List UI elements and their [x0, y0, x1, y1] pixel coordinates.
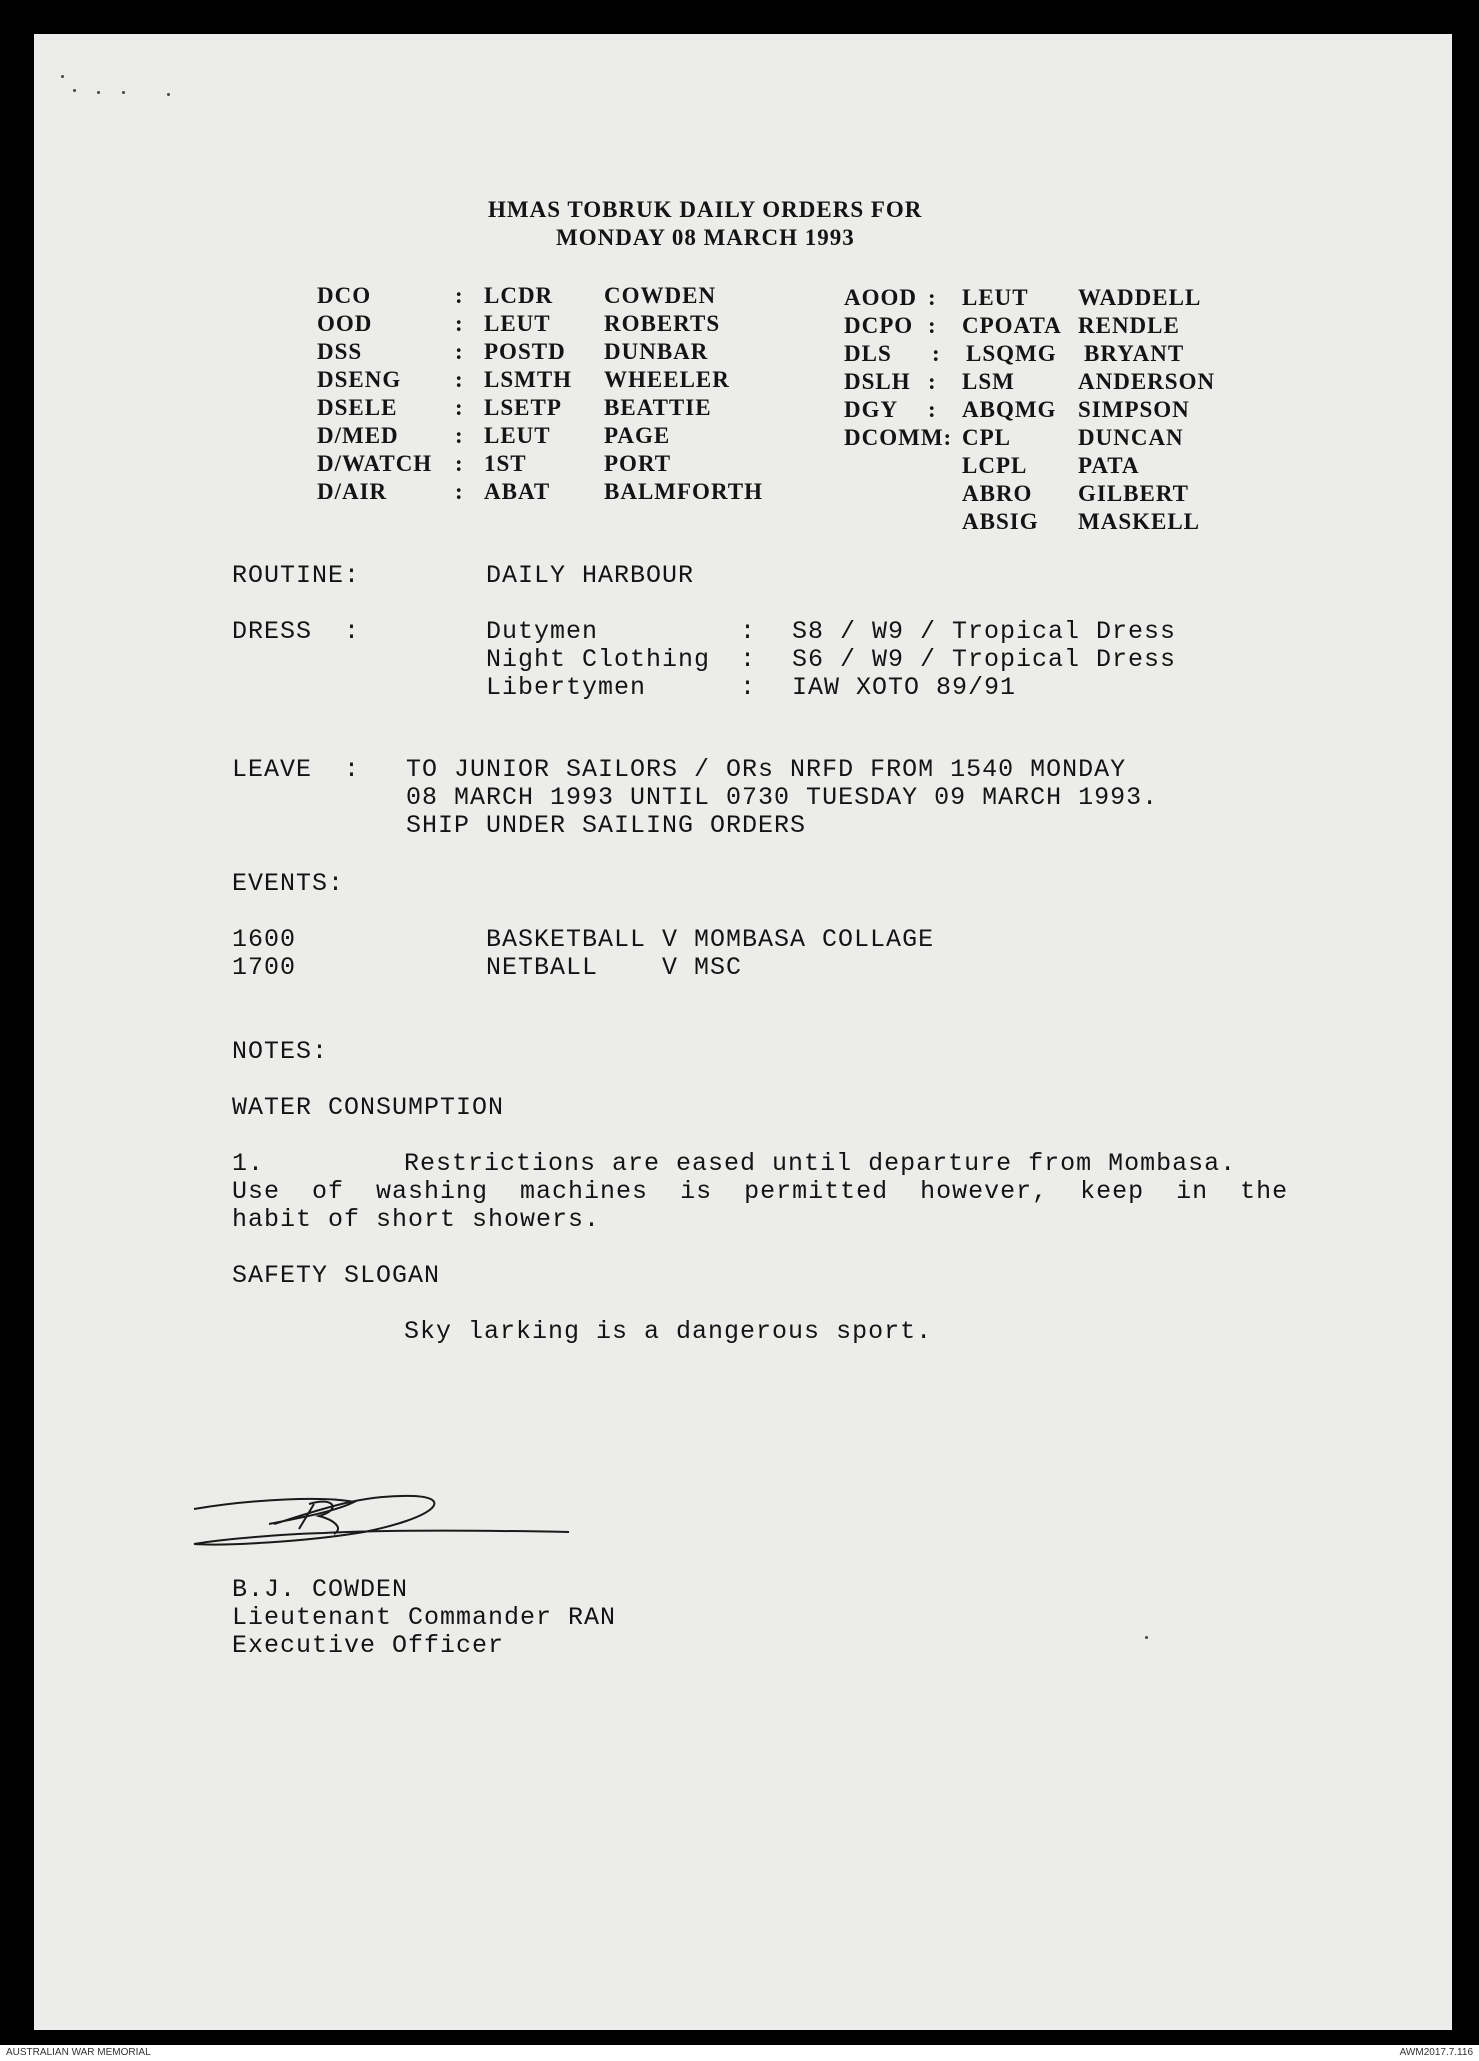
safety-heading: SAFETY SLOGAN [232, 1261, 441, 1290]
para-number: 1. [232, 1149, 265, 1178]
events-label: EVENTS: [232, 869, 345, 898]
dress-value: IAW XOTO 89/91 [792, 673, 1017, 702]
event-time: 1700 [232, 953, 297, 982]
duty-role: DSENG [317, 367, 402, 392]
colon: : [455, 311, 464, 336]
duty-rank: ABQMG [962, 397, 1057, 422]
leave-line: SHIP UNDER SAILING ORDERS [406, 811, 807, 840]
dress-label: DRESS : [232, 617, 361, 646]
colon: : [928, 313, 937, 338]
stray-mark [1145, 1636, 1148, 1639]
duty-rank: POSTD [484, 339, 566, 364]
duty-role: DSS [317, 339, 363, 364]
stray-mark [167, 93, 170, 96]
duty-role: D/WATCH [317, 451, 433, 476]
duty-rank: LSETP [484, 395, 562, 420]
colon: : [928, 285, 937, 310]
duty-name: WHEELER [604, 367, 730, 392]
document-page [34, 34, 1452, 2030]
event-time: 1600 [232, 925, 297, 954]
dress-who: Libertymen [486, 673, 647, 702]
duty-role: D/AIR [317, 479, 388, 504]
duty-rank: LCPL [962, 453, 1028, 478]
header-line-2: MONDAY 08 MARCH 1993 [556, 225, 855, 250]
duty-name: WADDELL [1078, 285, 1202, 310]
duty-role: DSELE [317, 395, 398, 420]
leave-label: LEAVE : [232, 755, 361, 784]
duty-name: RENDLE [1078, 313, 1180, 338]
colon: : [740, 645, 757, 674]
duty-role: AOOD [844, 285, 917, 310]
duty-name: ROBERTS [604, 311, 721, 336]
duty-name: COWDEN [604, 283, 717, 308]
stray-mark [61, 75, 64, 78]
dress-who: Dutymen [486, 617, 599, 646]
duty-role: DLS [844, 341, 892, 366]
duty-name: DUNCAN [1078, 425, 1184, 450]
duty-name: BALMFORTH [604, 479, 763, 504]
routine-label: ROUTINE: [232, 561, 361, 590]
notes-label: NOTES: [232, 1037, 329, 1066]
dress-who: Night Clothing [486, 645, 711, 674]
duty-name: PORT [604, 451, 672, 476]
header-line-1: HMAS TOBRUK DAILY ORDERS FOR [488, 197, 923, 222]
duty-rank: ABRO [962, 481, 1033, 506]
duty-rank: 1ST [484, 451, 527, 476]
signatory-name: B.J. COWDEN [232, 1575, 409, 1604]
colon: : [928, 369, 937, 394]
signatory-title: Lieutenant Commander RAN [232, 1603, 617, 1632]
duty-rank: ABSIG [962, 509, 1039, 534]
duty-name: BEATTIE [604, 395, 712, 420]
colon: : [455, 395, 464, 420]
duty-role: OOD [317, 311, 373, 336]
duty-name: BRYANT [1084, 341, 1185, 366]
safety-text: Sky larking is a dangerous sport. [404, 1317, 933, 1346]
duty-rank: LEUT [484, 311, 551, 336]
colon: : [455, 423, 464, 448]
duty-name: DUNBAR [604, 339, 709, 364]
archive-reference: AWM2017.7.116 [1399, 2047, 1473, 2058]
colon: : [455, 367, 464, 392]
leave-line: 08 MARCH 1993 UNTIL 0730 TUESDAY 09 MARCH 1993. [406, 783, 1159, 812]
event-desc: NETBALL V MSC [486, 953, 743, 982]
duty-name: SIMPSON [1078, 397, 1190, 422]
handwritten-signature [184, 1484, 584, 1564]
colon: : [740, 617, 757, 646]
colon: : [455, 479, 464, 504]
colon: : [932, 341, 941, 366]
archive-name: AUSTRALIAN WAR MEMORIAL [6, 2047, 151, 2058]
duty-role: DCPO [844, 313, 914, 338]
stray-mark [97, 91, 100, 94]
duty-role: DGY [844, 397, 899, 422]
duty-rank: LSQMG [966, 341, 1057, 366]
colon: : [455, 339, 464, 364]
duty-rank: LCDR [484, 283, 554, 308]
duty-name: PATA [1078, 453, 1140, 478]
para-line: Use of washing machines is permitted however, keep in the [232, 1177, 1289, 1206]
duty-role: DCOMM: [844, 425, 953, 450]
event-desc: BASKETBALL V MOMBASA COLLAGE [486, 925, 935, 954]
dress-value: S6 / W9 / Tropical Dress [792, 645, 1177, 674]
duty-role: D/MED [317, 423, 399, 448]
dress-value: S8 / W9 / Tropical Dress [792, 617, 1177, 646]
para-line: habit of short showers. [232, 1205, 601, 1234]
stray-mark [122, 91, 125, 94]
duty-rank: LSMTH [484, 367, 573, 392]
duty-name: PAGE [604, 423, 671, 448]
duty-rank: ABAT [484, 479, 551, 504]
colon: : [928, 397, 937, 422]
colon: : [740, 673, 757, 702]
routine-value: DAILY HARBOUR [486, 561, 695, 590]
duty-role-text: DCOMM [844, 425, 944, 450]
duty-role: DCO [317, 283, 372, 308]
duty-rank: LSM [962, 369, 1015, 394]
duty-name: MASKELL [1078, 509, 1201, 534]
colon: : [455, 283, 464, 308]
leave-line: TO JUNIOR SAILORS / ORs NRFD FROM 1540 MONDAY [406, 755, 1127, 784]
para-line: Restrictions are eased until departure from Mombasa. [404, 1149, 1237, 1178]
duty-name: ANDERSON [1078, 369, 1216, 394]
water-heading: WATER CONSUMPTION [232, 1093, 505, 1122]
duty-rank: CPOATA [962, 313, 1062, 338]
stray-mark [73, 89, 76, 92]
archive-footer [0, 2045, 1479, 2061]
duty-rank: CPL [962, 425, 1011, 450]
duty-role: DSLH [844, 369, 911, 394]
duty-name: GILBERT [1078, 481, 1190, 506]
duty-rank: LEUT [962, 285, 1029, 310]
colon: : [455, 451, 464, 476]
signatory-role: Executive Officer [232, 1631, 505, 1660]
duty-rank: LEUT [484, 423, 551, 448]
